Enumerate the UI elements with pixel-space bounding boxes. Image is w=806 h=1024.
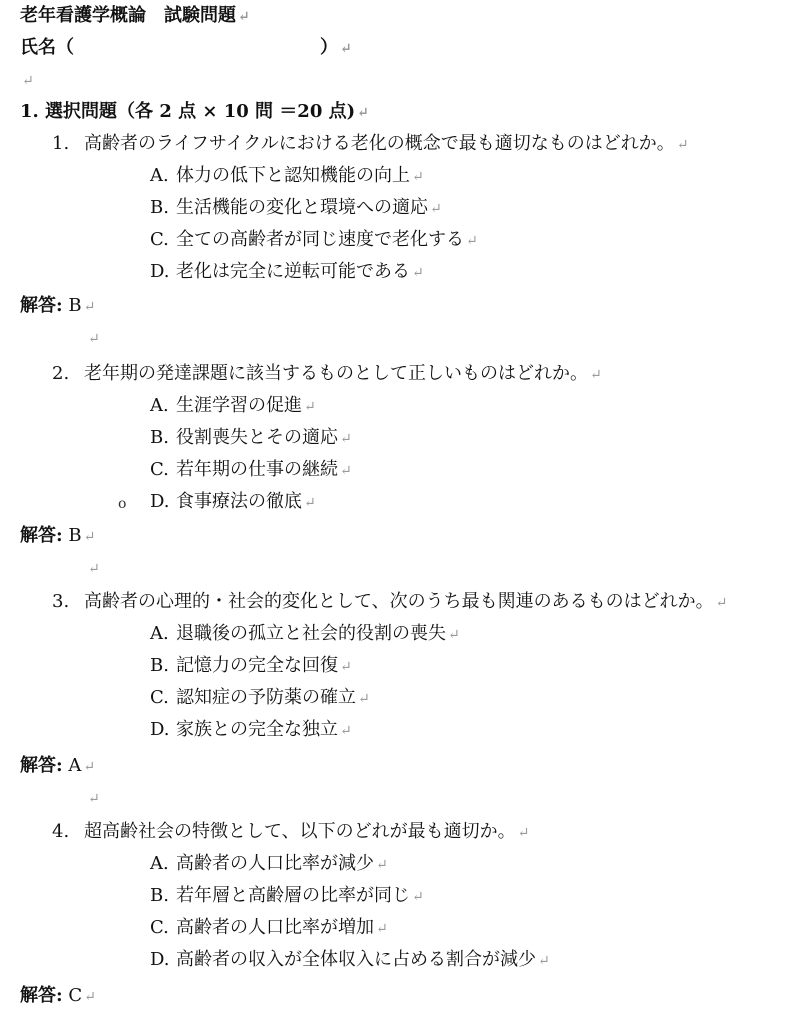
- paragraph-mark: ↵: [590, 367, 602, 383]
- option-text: 若年期の仕事の継続: [176, 459, 338, 480]
- paragraph-mark: ↵: [340, 463, 352, 479]
- paragraph-mark: ↵: [304, 399, 316, 415]
- option-text: 記憶力の完全な回復: [176, 655, 338, 676]
- option-text: 老化は完全に逆転可能である: [176, 261, 410, 282]
- option-text: 退職後の孤立と社会的役割の喪失: [176, 623, 446, 644]
- title-text: 老年看護学概論 試験問題: [20, 5, 236, 26]
- option-label: A.: [150, 623, 169, 644]
- answer-label: 解答:: [20, 985, 63, 1006]
- option-text: 生涯学習の促進: [176, 395, 302, 416]
- paragraph-mark: ↵: [376, 921, 388, 937]
- q3-option-d: [150, 714, 352, 746]
- paragraph-mark: ↵: [412, 169, 424, 185]
- paragraph-mark: ↵: [340, 41, 352, 57]
- option-text: 役割喪失とその適応: [176, 427, 338, 448]
- paragraph-mark: ↵: [340, 659, 352, 675]
- paragraph-mark: ↵: [715, 595, 728, 611]
- paragraph-mark: ↵: [430, 201, 442, 217]
- paragraph-mark: ↵: [676, 137, 689, 153]
- option-label: A.: [150, 853, 169, 874]
- q2-answer: [20, 520, 95, 552]
- option-label: B.: [150, 197, 169, 218]
- paragraph-mark: ↵: [22, 73, 34, 89]
- option-label: A.: [150, 165, 169, 186]
- option-label: B.: [150, 427, 169, 448]
- answer-label: 解答:: [20, 295, 63, 316]
- paragraph-mark: ↵: [304, 495, 316, 511]
- question-text: 高齢者のライフサイクルにおける老化の概念で最も適切なものはどれか。: [84, 133, 675, 154]
- section-heading-text: 1. 選択問題（各 2 点 × 10 問 ＝20 点): [20, 101, 356, 122]
- question-number: 4.: [52, 821, 70, 842]
- empty-line: [20, 64, 34, 96]
- question-text: 老年期の発達課題に該当するものとして正しいものはどれか。: [84, 363, 588, 384]
- q2-option-d: [150, 486, 316, 518]
- name-label: 氏名（: [20, 37, 74, 58]
- option-label: D.: [150, 949, 170, 970]
- paragraph-mark: ↵: [83, 299, 96, 315]
- option-text: 認知症の予防薬の確立: [176, 687, 356, 708]
- paragraph-mark: ↵: [412, 889, 424, 905]
- q2-option-c: [150, 454, 352, 486]
- option-text: 生活機能の変化と環境への適応: [176, 197, 428, 218]
- empty-line: [86, 322, 100, 354]
- empty-line: [86, 552, 100, 584]
- q4-option-c: [150, 912, 388, 944]
- question-number: 2.: [52, 363, 70, 384]
- q2-option-b: [150, 422, 352, 454]
- paragraph-mark: ↵: [448, 627, 460, 643]
- q2-option-a: [150, 390, 316, 422]
- paragraph-mark: ↵: [340, 723, 352, 739]
- q1-option-a: [150, 160, 424, 192]
- list-bullet: o: [118, 496, 127, 512]
- answer-value: A: [68, 755, 82, 776]
- option-label: C.: [150, 459, 169, 480]
- question-text: 高齢者の心理的・社会的変化として、次のうち最も関連のあるものはどれか。: [84, 591, 714, 612]
- option-text: 体力の低下と認知機能の向上: [176, 165, 410, 186]
- q3-option-b: [150, 650, 352, 682]
- answer-value: B: [68, 525, 82, 546]
- answer-label: 解答:: [20, 525, 63, 546]
- question-text: 超高齢社会の特徴として、以下のどれが最も適切か。: [84, 821, 516, 842]
- q3-option-a: [150, 618, 460, 650]
- q4-option-b: [150, 880, 424, 912]
- option-label: C.: [150, 687, 169, 708]
- paragraph-mark: ↵: [412, 265, 424, 281]
- q4-answer: [20, 980, 96, 1012]
- option-label: B.: [150, 885, 169, 906]
- paragraph-mark: ↵: [84, 989, 96, 1005]
- option-text: 高齢者の人口比率が増加: [176, 917, 374, 938]
- question-2: [52, 358, 602, 390]
- paragraph-mark: ↵: [376, 857, 388, 873]
- paragraph-mark: ↵: [358, 691, 370, 707]
- q1-option-d: [150, 256, 424, 288]
- option-label: C.: [150, 917, 169, 938]
- q3-answer: [20, 750, 95, 782]
- paragraph-mark: ↵: [83, 529, 96, 545]
- answer-value: B: [68, 295, 82, 316]
- q1-option-b: [150, 192, 442, 224]
- paragraph-mark: ↵: [88, 331, 100, 347]
- option-label: D.: [150, 261, 170, 282]
- option-text: 高齢者の人口比率が減少: [176, 853, 374, 874]
- option-label: D.: [150, 491, 170, 512]
- option-label: C.: [150, 229, 169, 250]
- paragraph-mark: ↵: [517, 825, 530, 841]
- question-number: 1.: [52, 133, 70, 154]
- question-1: [52, 128, 689, 160]
- answer-value: C: [68, 985, 83, 1006]
- q3-option-c: [150, 682, 370, 714]
- option-text: 若年層と高齢層の比率が同じ: [176, 885, 410, 906]
- option-label: B.: [150, 655, 169, 676]
- option-text: 高齢者の収入が全体収入に占める割合が減少: [176, 949, 536, 970]
- question-3: [52, 586, 727, 618]
- question-4: [52, 816, 529, 848]
- option-label: A.: [150, 395, 169, 416]
- answer-label: 解答:: [20, 755, 63, 776]
- option-label: D.: [150, 719, 170, 740]
- q4-option-a: [150, 848, 388, 880]
- option-text: 食事療法の徹底: [176, 491, 302, 512]
- q1-option-c: [150, 224, 478, 256]
- q4-option-d: [150, 944, 550, 976]
- paragraph-mark: ↵: [88, 791, 100, 807]
- name-close: ）: [320, 37, 338, 58]
- q1-answer: [20, 290, 95, 322]
- paragraph-mark: ↵: [88, 561, 100, 577]
- option-text: 全ての高齢者が同じ速度で老化する: [176, 229, 464, 250]
- paragraph-mark: ↵: [466, 233, 478, 249]
- paragraph-mark: ↵: [83, 759, 96, 775]
- question-number: 3.: [52, 591, 70, 612]
- paragraph-mark: ↵: [357, 105, 369, 121]
- section-heading: [20, 96, 369, 128]
- empty-line: [86, 782, 100, 814]
- name-field: [20, 32, 352, 64]
- paragraph-mark: ↵: [238, 9, 250, 25]
- option-text: 家族との完全な独立: [176, 719, 338, 740]
- document-title: [20, 0, 250, 32]
- paragraph-mark: ↵: [538, 953, 550, 969]
- paragraph-mark: ↵: [340, 431, 352, 447]
